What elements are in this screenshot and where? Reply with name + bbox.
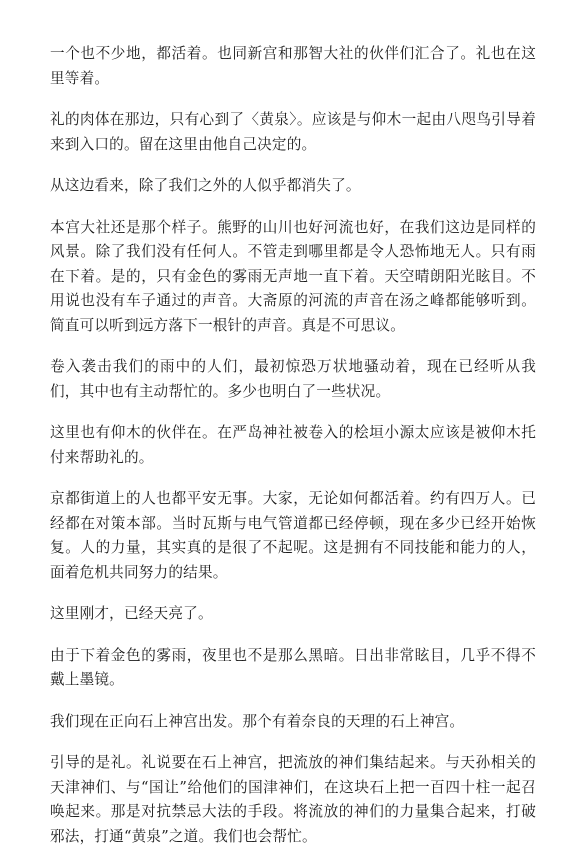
paragraph-8: 这里刚才，已经天亮了。 xyxy=(50,605,213,622)
paragraph-3: 从这边看来，除了我们之外的人似乎都消失了。 xyxy=(50,177,361,194)
paragraph-9: 由于下着金色的雾雨，夜里也不是那么黑暗。日出非常眩目，几乎不得不戴上墨镜。 xyxy=(50,646,536,688)
paragraph-10: 我们现在正向石上神宫出发。那个有着奈良的天理的石上神宫。 xyxy=(50,712,465,730)
paragraph-5: 卷入袭击我们的雨中的人们，最初惊恐万状地骚动着，现在已经听从我们，其中也有主动帮忙的。多少也明白了一些状况。 xyxy=(50,358,536,400)
paragraph-6: 这里也有仰木的伙伴在。在严岛神社被卷入的桧垣小源太应该是被仰木托付来帮助礼的。 xyxy=(50,424,536,466)
paragraph-1: 一个也不少地，都活着。也同新宫和那智大社的伙伴们汇合了。礼也在这里等着。 xyxy=(50,45,536,87)
paragraph-2: 礼的肉体在那边，只有心到了〈黄泉〉。应该是与仰木一起由八咫鸟引导着来到入口的。留在这里由他自己决定的。 xyxy=(50,111,536,153)
document-page xyxy=(50,42,536,866)
paragraph-7: 京都街道上的人也都平安无事。大家，无论如何都活着。约有四万人。已经都在对策本部。当时瓦斯与电气管道都已经停顿，现在多少已经开始恢复。人的力量，其实真的是很了不起呢。这是拥有不同技能和能力的人，面着危机共同努力的结果。 xyxy=(50,490,536,581)
paragraph-4: 本宫大社还是那个样子。熊野的山川也好河流也好，在我们这边是同样的风景。除了我们没有任何人。不管走到哪里都是令人恐怖地无人。只有雨在下着。是的，只有金色的雾雨无声地一直下着。天空晴朗阳光眩目。不用说也没有车子通过的声音。大斋原的河流的声音在汤之峰都能够听到。简直可以听到远方落下一根针的声音。真是不可思议。 xyxy=(50,218,536,334)
paragraph-11: 引导的是礼。礼说要在石上神宫，把流放的神们集结起来。与天孙相关的天津神们、与“国让”给他们的国津神们，在这块石上把一百四十柱一起召唤起来。那是对抗禁忌大法的手段。将流放的神们的力量集合起来，打破邪法，打通“黄泉”之道。我们也会帮忙。 xyxy=(50,754,536,845)
